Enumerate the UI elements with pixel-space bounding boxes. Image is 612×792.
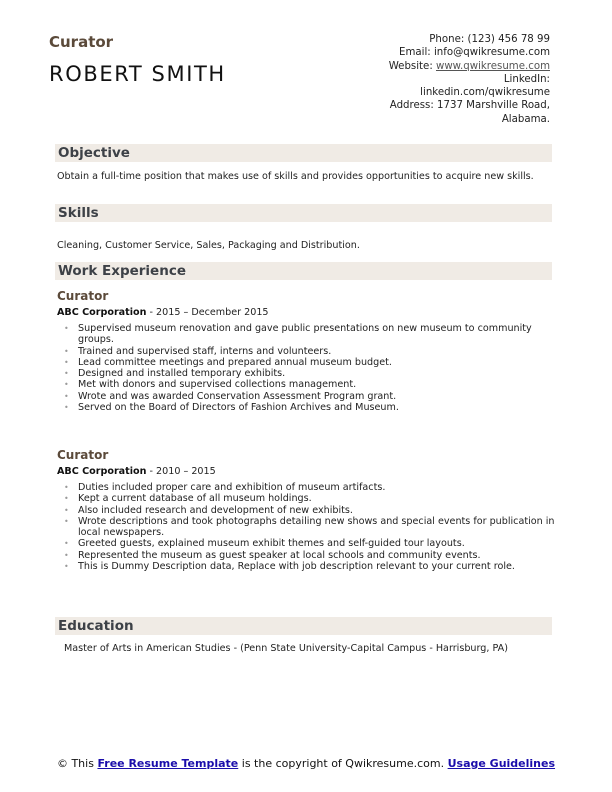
list-item: • Wrote and was awarded Conservation Assessment Program grant. bbox=[57, 391, 557, 402]
contact-linkedin-value: linkedin.com/qwikresume bbox=[420, 87, 550, 99]
job-company-line bbox=[57, 307, 269, 318]
list-item: • Greeted guests, explained museum exhibit themes and self-guided tour layouts. bbox=[57, 538, 557, 549]
list-item: • Kept a current database of all museum holdings. bbox=[57, 493, 557, 504]
usage-guidelines-link[interactable]: Usage Guidelines bbox=[447, 757, 556, 770]
job-title: Curator bbox=[49, 33, 114, 51]
website-link[interactable]: www.qwikresume.com bbox=[435, 60, 550, 72]
copyright-footer bbox=[0, 757, 612, 770]
education-text: Master of Arts in American Studies - (Penn State University-Capital Campus - Harrisburg, PA) bbox=[64, 643, 508, 654]
candidate-name: ROBERT SMITH bbox=[49, 62, 226, 86]
contact-linkedin-label: LinkedIn: bbox=[503, 73, 550, 85]
skills-text: Cleaning, Customer Service, Sales, Packaging and Distribution. bbox=[57, 240, 360, 251]
job-dates: - 2015 – December 2015 bbox=[146, 307, 269, 318]
free-resume-template-link[interactable]: Free Resume Template bbox=[97, 757, 239, 770]
objective-text: Obtain a full-time position that makes use of skills and provides opportunities to acquire new skills. bbox=[57, 171, 534, 182]
section-skills-header bbox=[55, 204, 552, 222]
list-item: • This is Dummy Description data, Replace with job description relevant to your current role. bbox=[57, 561, 557, 572]
contact-email: Email: info@qwikresume.com bbox=[399, 47, 550, 59]
contact-block bbox=[320, 33, 550, 126]
list-item: • Wrote descriptions and took photographs detailing new shows and special events for publication in local newspapers. bbox=[57, 516, 557, 539]
job-company: ABC Corporation bbox=[57, 466, 147, 477]
footer-prefix: © This bbox=[56, 757, 98, 770]
section-heading: Education bbox=[58, 618, 134, 634]
contact-address-line2: Alabama. bbox=[501, 113, 550, 125]
contact-address-line1: Address: 1737 Marshville Road, bbox=[389, 100, 550, 112]
job-dates: - 2010 – 2015 bbox=[146, 466, 216, 477]
job-company-line bbox=[57, 466, 216, 477]
section-heading: Objective bbox=[58, 145, 130, 161]
list-item: • Represented the museum as guest speaker at local schools and community events. bbox=[57, 550, 557, 561]
footer-middle: is the copyright of Qwikresume.com. bbox=[238, 757, 448, 770]
job-role: Curator bbox=[57, 289, 109, 303]
job-company: ABC Corporation bbox=[57, 307, 147, 318]
contact-website bbox=[320, 60, 550, 73]
job-role: Curator bbox=[57, 448, 109, 462]
job-bullets bbox=[57, 323, 557, 413]
job-bullets bbox=[57, 482, 557, 572]
list-item: • Duties included proper care and exhibition of museum artifacts. bbox=[57, 482, 557, 493]
list-item: • Served on the Board of Directors of Fashion Archives and Museum. bbox=[57, 402, 557, 413]
list-item: • Supervised museum renovation and gave public presentations on new museum to community groups. bbox=[57, 323, 557, 346]
contact-phone: Phone: (123) 456 78 99 bbox=[429, 34, 550, 45]
list-item: • Designed and installed temporary exhibits. bbox=[57, 368, 557, 379]
section-work-experience-header bbox=[55, 262, 552, 280]
section-heading: Skills bbox=[58, 205, 99, 221]
section-heading: Work Experience bbox=[58, 263, 186, 279]
section-objective-header bbox=[55, 144, 552, 162]
website-label: Website: bbox=[388, 60, 436, 72]
list-item: • Lead committee meetings and prepared annual museum budget. bbox=[57, 357, 557, 368]
section-education-header bbox=[55, 617, 552, 635]
list-item: • Met with donors and supervised collections management. bbox=[57, 379, 557, 390]
list-item: • Trained and supervised staff, interns and volunteers. bbox=[57, 346, 557, 357]
list-item: • Also included research and development of new exhibits. bbox=[57, 505, 557, 516]
